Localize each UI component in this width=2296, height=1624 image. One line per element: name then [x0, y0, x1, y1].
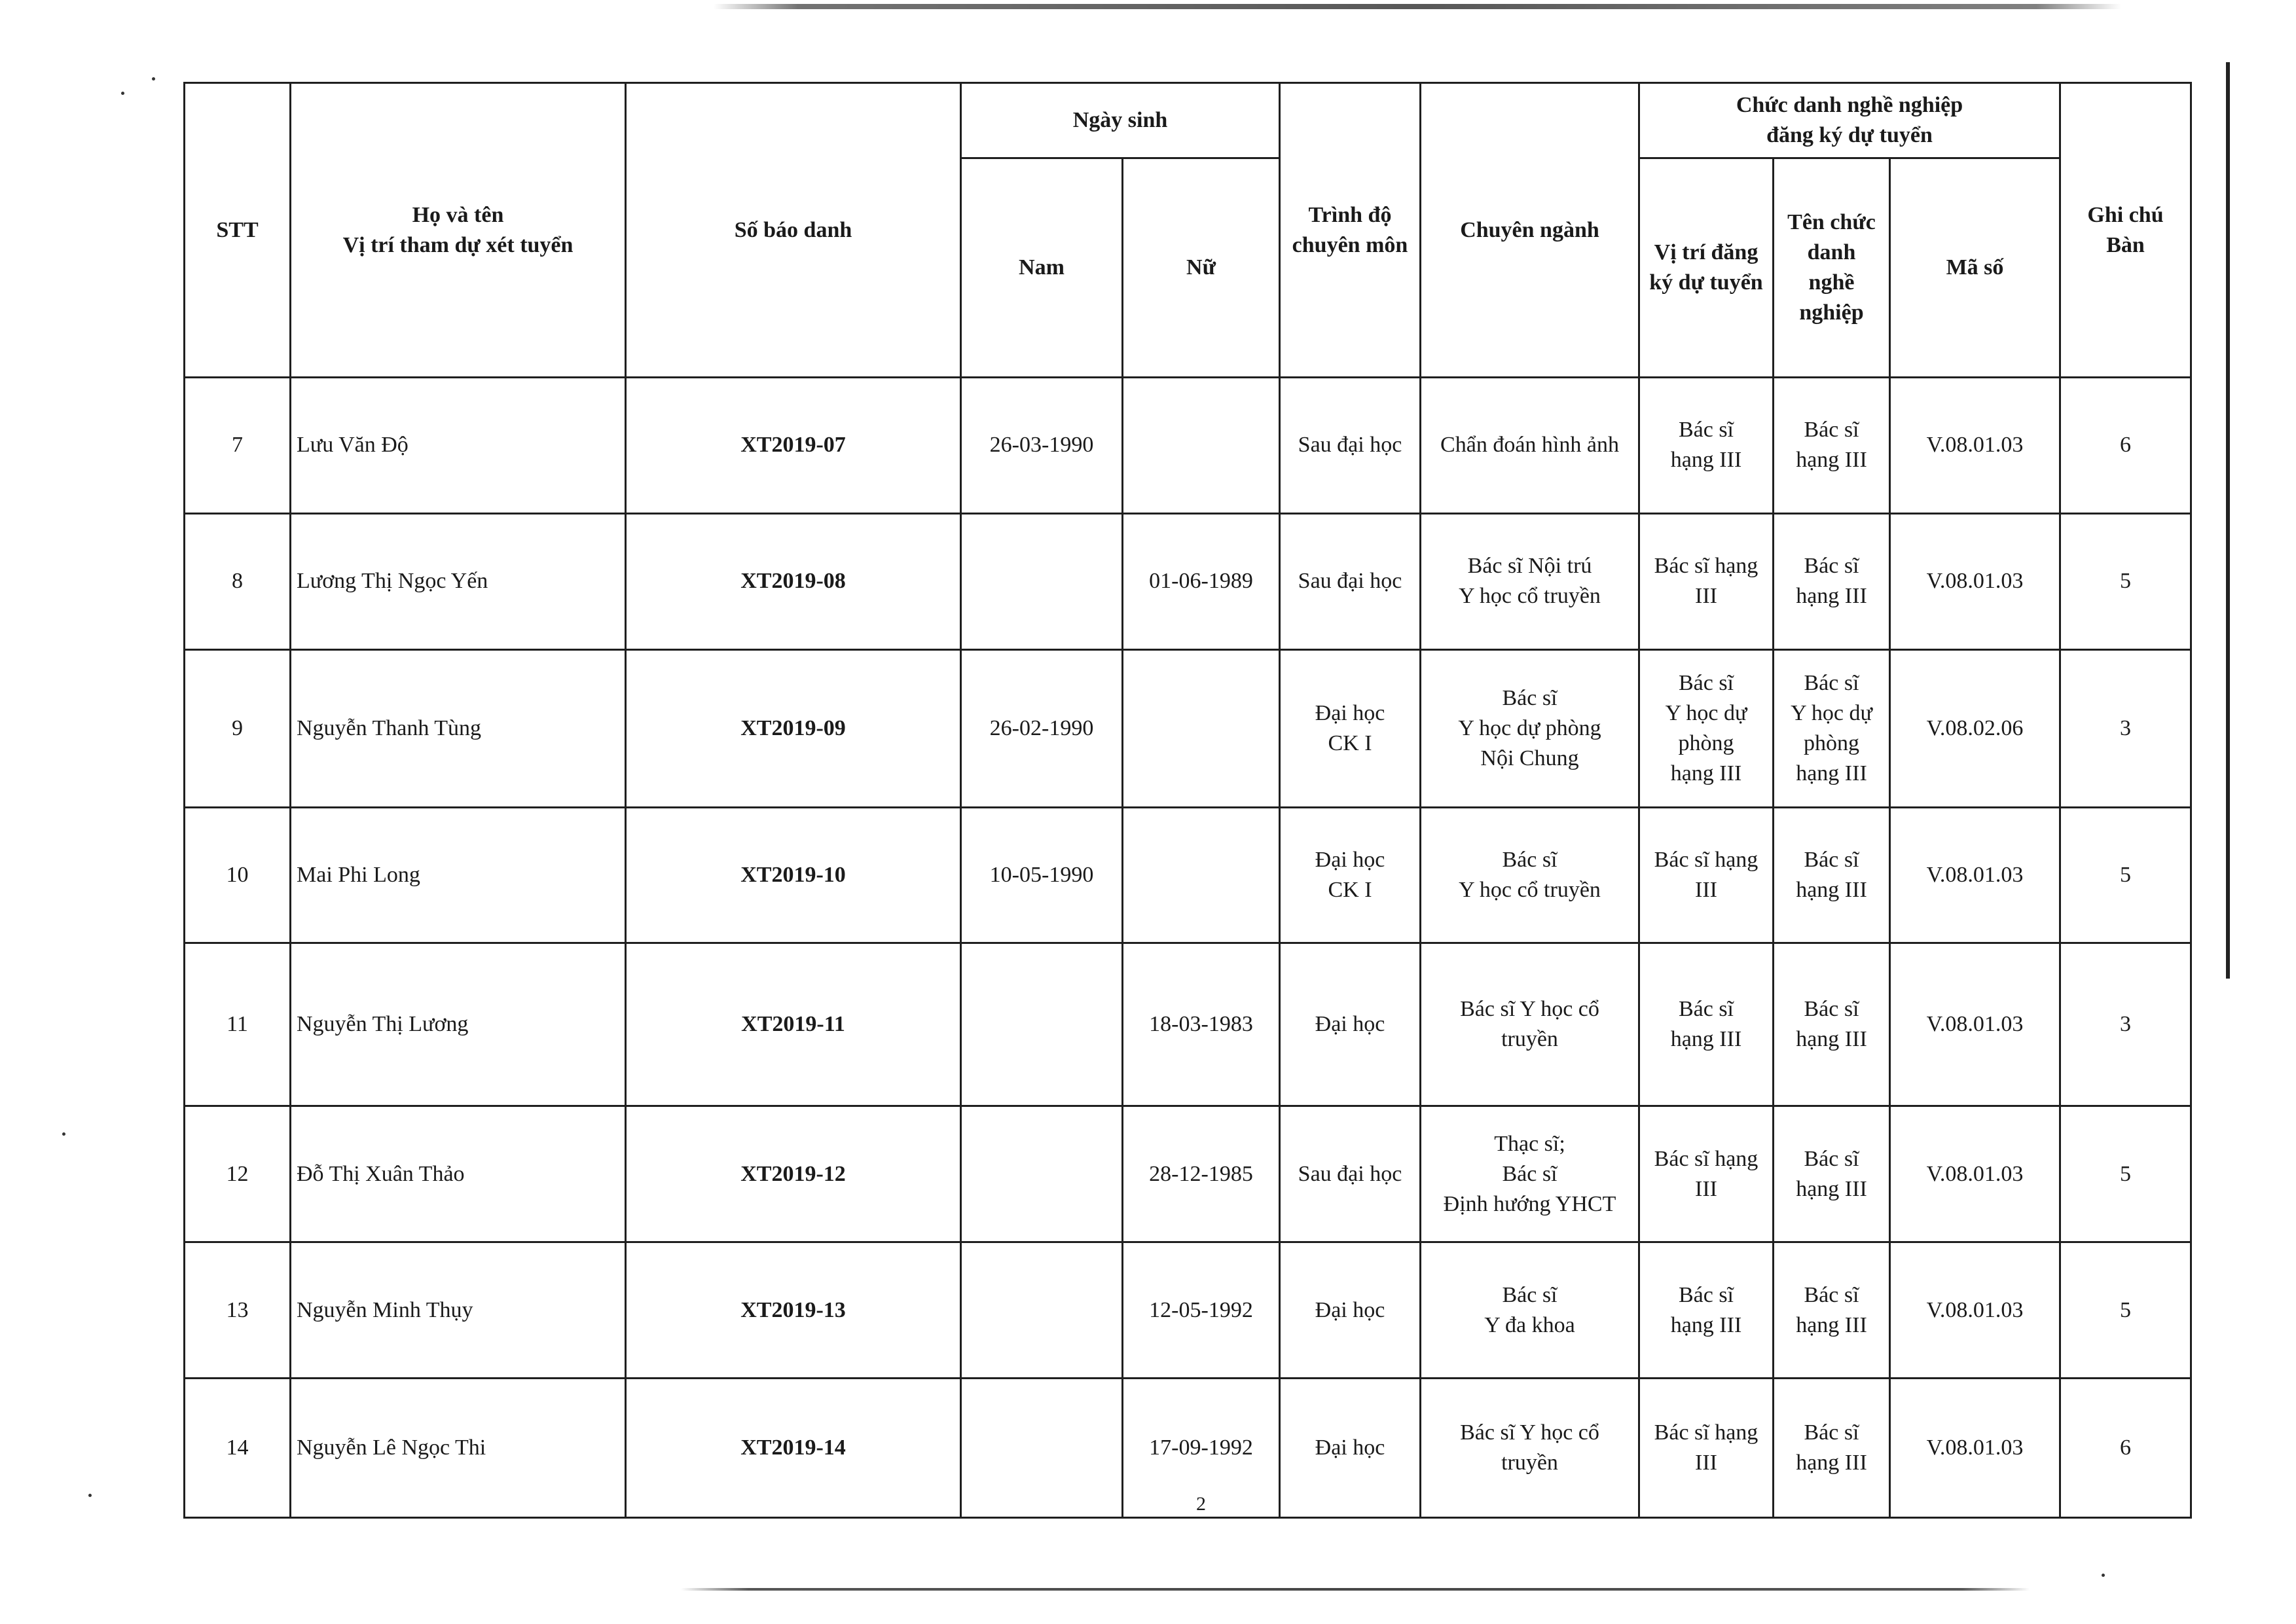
cell-dob-male — [961, 1242, 1123, 1379]
cell-dob-female: 12-05-1992 — [1123, 1242, 1280, 1379]
cell-title — [1774, 807, 1890, 943]
cell-major — [1421, 378, 1639, 514]
cell-major-line: Bác sĩ Nội trú — [1467, 554, 1592, 579]
cell-name: Đỗ Thị Xuân Thảo — [291, 1106, 626, 1242]
scan-speck — [88, 1494, 92, 1497]
cell-title — [1774, 1106, 1890, 1242]
cell-title — [1774, 649, 1890, 807]
cell-code: V.08.01.03 — [1890, 1379, 2060, 1518]
cell-major-line: Định hướng YHCT — [1443, 1191, 1616, 1216]
cell-position — [1639, 1106, 1774, 1242]
cell-code: V.08.01.03 — [1890, 513, 2060, 649]
cell-dob-female — [1123, 807, 1280, 943]
cell-position-line: hạng III — [1670, 1027, 1742, 1052]
cell-title — [1774, 1242, 1890, 1379]
cell-major-line: Y học cổ truyền — [1459, 584, 1601, 609]
cell-code: V.08.01.03 — [1890, 943, 2060, 1106]
cell-major-line: Bác sĩ — [1502, 1161, 1558, 1186]
cell-note: 5 — [2060, 513, 2191, 649]
cell-dob-male — [961, 943, 1123, 1106]
header-sbd: Số báo danh — [626, 83, 961, 378]
cell-title-line: phòng — [1804, 731, 1859, 755]
header-level: Trình độ chuyên môn — [1280, 83, 1421, 378]
cell-name: Mai Phi Long — [291, 807, 626, 943]
cell-major — [1421, 649, 1639, 807]
cell-major-line: Bác sĩ — [1502, 1282, 1558, 1307]
cell-level-line: Sau đại học — [1298, 433, 1402, 458]
cell-major — [1421, 943, 1639, 1106]
header-dob: Ngày sinh — [961, 83, 1280, 158]
cell-major-line: Bác sĩ Y học cổ — [1460, 1420, 1599, 1445]
cell-dob-male: 26-03-1990 — [961, 378, 1123, 514]
cell-position — [1639, 943, 1774, 1106]
cell-level-line: Sau đại học — [1298, 569, 1402, 594]
cell-sbd: XT2019-09 — [626, 649, 961, 807]
header-title-group: Chức danh nghề nghiệp đăng ký dự tuyển — [1639, 83, 2060, 158]
cell-position-line: Bác sĩ — [1678, 418, 1734, 442]
cell-dob-male — [961, 1106, 1123, 1242]
cell-dob-female-value: 17-09-1992 — [1149, 1435, 1253, 1460]
cell-stt: 10 — [185, 807, 291, 943]
cell-title-line: hạng III — [1796, 878, 1867, 903]
cell-title — [1774, 1379, 1890, 1518]
cell-level — [1280, 943, 1421, 1106]
scan-speck — [152, 77, 155, 81]
cell-title-line: Bác sĩ — [1804, 997, 1859, 1022]
cell-dob-female — [1123, 378, 1280, 514]
cell-stt: 14 — [185, 1379, 291, 1518]
cell-name: Lương Thị Ngọc Yến — [291, 513, 626, 649]
cell-name: Nguyễn Thị Lương — [291, 943, 626, 1106]
cell-sbd: XT2019-14 — [626, 1379, 961, 1518]
cell-dob-male — [961, 513, 1123, 649]
cell-note: 5 — [2060, 1106, 2191, 1242]
cell-code: V.08.02.06 — [1890, 649, 2060, 807]
cell-title-line: Bác sĩ — [1804, 1282, 1859, 1307]
cell-title-line: hạng III — [1796, 761, 1867, 785]
cell-stt: 8 — [185, 513, 291, 649]
page-number: 2 — [1196, 1493, 1206, 1515]
header-title-name: Tên chức danh nghề nghiệp — [1774, 158, 1890, 378]
scan-speck — [121, 92, 124, 95]
table-row — [185, 1242, 2191, 1379]
cell-major-line: truyền — [1501, 1451, 1558, 1475]
header-name: Họ và tên Vị trí tham dự xét tuyển — [291, 83, 626, 378]
cell-sbd: XT2019-07 — [626, 378, 961, 514]
cell-level — [1280, 807, 1421, 943]
cell-title-line: hạng III — [1796, 1451, 1867, 1475]
cell-position-line: phòng — [1678, 731, 1734, 755]
table-row — [185, 943, 2191, 1106]
table-row — [185, 513, 2191, 649]
cell-level — [1280, 513, 1421, 649]
cell-code: V.08.01.03 — [1890, 1242, 2060, 1379]
cell-code: V.08.01.03 — [1890, 378, 2060, 514]
cell-major-line: Y học dự phòng — [1458, 715, 1601, 740]
cell-title-line: hạng III — [1796, 1312, 1867, 1337]
scan-artifact-bottom-line — [681, 1588, 2030, 1591]
cell-stt: 13 — [185, 1242, 291, 1379]
cell-level — [1280, 1106, 1421, 1242]
cell-dob-female: 01-06-1989 — [1123, 513, 1280, 649]
cell-level-line: CK I — [1328, 731, 1372, 755]
cell-major-line: Bác sĩ — [1502, 848, 1558, 873]
table-row — [185, 807, 2191, 943]
cell-level-line: Đại học — [1315, 848, 1385, 873]
cell-sbd: XT2019-11 — [626, 943, 961, 1106]
header-stt: STT — [185, 83, 291, 378]
cell-level-line: Đại học — [1315, 700, 1385, 725]
table-row — [185, 649, 2191, 807]
cell-sbd: XT2019-10 — [626, 807, 961, 943]
cell-title-line: hạng III — [1796, 1027, 1867, 1052]
cell-title — [1774, 943, 1890, 1106]
cell-major-line: Chẩn đoán hình ảnh — [1440, 433, 1619, 458]
cell-title-line: Y học dự — [1791, 700, 1872, 725]
cell-position-line: III — [1695, 584, 1717, 609]
cell-dob-male: 26-02-1990 — [961, 649, 1123, 807]
table-row — [185, 378, 2191, 514]
cell-title-line: Bác sĩ — [1804, 848, 1859, 873]
cell-position — [1639, 1242, 1774, 1379]
cell-note: 6 — [2060, 1379, 2191, 1518]
cell-position — [1639, 807, 1774, 943]
scan-artifact-right-edge — [2226, 62, 2230, 979]
cell-major — [1421, 1379, 1639, 1518]
cell-major-line: Nội Chung — [1480, 746, 1579, 770]
cell-title-line: Bác sĩ — [1804, 1146, 1859, 1171]
cell-dob-female: 18-03-1983 — [1123, 943, 1280, 1106]
cell-sbd: XT2019-12 — [626, 1106, 961, 1242]
cell-position-line: Bác sĩ hạng — [1654, 1146, 1758, 1171]
cell-note: 5 — [2060, 1242, 2191, 1379]
cell-level-line: Đại học — [1315, 1012, 1385, 1037]
cell-position-line: hạng III — [1670, 761, 1742, 785]
header-major: Chuyên ngành — [1421, 83, 1639, 378]
header-code: Mã số — [1890, 158, 2060, 378]
cell-position-line: Bác sĩ hạng — [1654, 1420, 1758, 1445]
cell-position-line: III — [1695, 1176, 1717, 1201]
cell-dob-female — [1123, 1379, 1280, 1518]
cell-title-line: Bác sĩ — [1804, 554, 1859, 579]
cell-dob-male — [961, 1379, 1123, 1518]
cell-major — [1421, 1242, 1639, 1379]
cell-stt: 11 — [185, 943, 291, 1106]
scan-speck — [62, 1132, 65, 1136]
cell-position — [1639, 1379, 1774, 1518]
cell-position-line: hạng III — [1670, 448, 1742, 473]
header-note: Ghi chú Bàn — [2060, 83, 2191, 378]
header-male: Nam — [961, 158, 1123, 378]
cell-major-line: Thạc sĩ; — [1494, 1131, 1565, 1156]
scan-artifact-top-line — [714, 4, 2121, 9]
cell-sbd: XT2019-08 — [626, 513, 961, 649]
cell-title-line: Bác sĩ — [1804, 670, 1859, 695]
cell-name: Lưu Văn Độ — [291, 378, 626, 514]
cell-level-line: Đại học — [1315, 1435, 1385, 1460]
cell-position-line: III — [1695, 878, 1717, 903]
candidate-table — [183, 82, 2192, 1519]
header-female: Nữ — [1123, 158, 1280, 378]
cell-title-line: Bác sĩ — [1804, 1420, 1859, 1445]
table-row — [185, 1379, 2191, 1518]
cell-major-line: Bác sĩ Y học cổ — [1460, 997, 1599, 1022]
cell-code: V.08.01.03 — [1890, 1106, 2060, 1242]
cell-name: Nguyễn Minh Thụy — [291, 1242, 626, 1379]
cell-position-line: Bác sĩ hạng — [1654, 554, 1758, 579]
cell-name: Nguyễn Thanh Tùng — [291, 649, 626, 807]
cell-position — [1639, 513, 1774, 649]
cell-title-line: hạng III — [1796, 584, 1867, 609]
cell-stt: 9 — [185, 649, 291, 807]
cell-title-line: hạng III — [1796, 448, 1867, 473]
cell-position-line: Y học dự — [1665, 700, 1747, 725]
cell-position-line: Bác sĩ — [1678, 997, 1734, 1022]
cell-title-line: hạng III — [1796, 1176, 1867, 1201]
cell-name: Nguyễn Lê Ngọc Thi — [291, 1379, 626, 1518]
cell-major-line: truyền — [1501, 1027, 1558, 1052]
cell-position-line: Bác sĩ — [1678, 1282, 1734, 1307]
cell-level — [1280, 649, 1421, 807]
cell-note: 5 — [2060, 807, 2191, 943]
cell-level-line: Sau đại học — [1298, 1161, 1402, 1186]
cell-level — [1280, 378, 1421, 514]
scan-speck — [2102, 1574, 2105, 1577]
table-row — [185, 1106, 2191, 1242]
cell-major-line: Y đa khoa — [1484, 1312, 1575, 1337]
cell-dob-male: 10-05-1990 — [961, 807, 1123, 943]
cell-note: 6 — [2060, 378, 2191, 514]
cell-level-line: CK I — [1328, 878, 1372, 903]
cell-level-line: Đại học — [1315, 1297, 1385, 1322]
cell-major — [1421, 807, 1639, 943]
cell-title — [1774, 513, 1890, 649]
header-position: Vị trí đăng ký dự tuyển — [1639, 158, 1774, 378]
cell-stt: 7 — [185, 378, 291, 514]
cell-title-line: Bác sĩ — [1804, 418, 1859, 442]
cell-title — [1774, 378, 1890, 514]
cell-position-line: III — [1695, 1451, 1717, 1475]
cell-position-line: hạng III — [1670, 1312, 1742, 1337]
cell-stt: 12 — [185, 1106, 291, 1242]
cell-note: 3 — [2060, 649, 2191, 807]
cell-level — [1280, 1379, 1421, 1518]
cell-major-line: Bác sĩ — [1502, 685, 1558, 710]
cell-position-line: Bác sĩ — [1678, 670, 1734, 695]
cell-code: V.08.01.03 — [1890, 807, 2060, 943]
cell-position — [1639, 649, 1774, 807]
cell-dob-female — [1123, 649, 1280, 807]
cell-major — [1421, 513, 1639, 649]
cell-dob-female: 28-12-1985 — [1123, 1106, 1280, 1242]
cell-note: 3 — [2060, 943, 2191, 1106]
cell-major-line: Y học cổ truyền — [1459, 878, 1601, 903]
cell-position-line: Bác sĩ hạng — [1654, 848, 1758, 873]
cell-position — [1639, 378, 1774, 514]
cell-sbd: XT2019-13 — [626, 1242, 961, 1379]
cell-level — [1280, 1242, 1421, 1379]
cell-major — [1421, 1106, 1639, 1242]
